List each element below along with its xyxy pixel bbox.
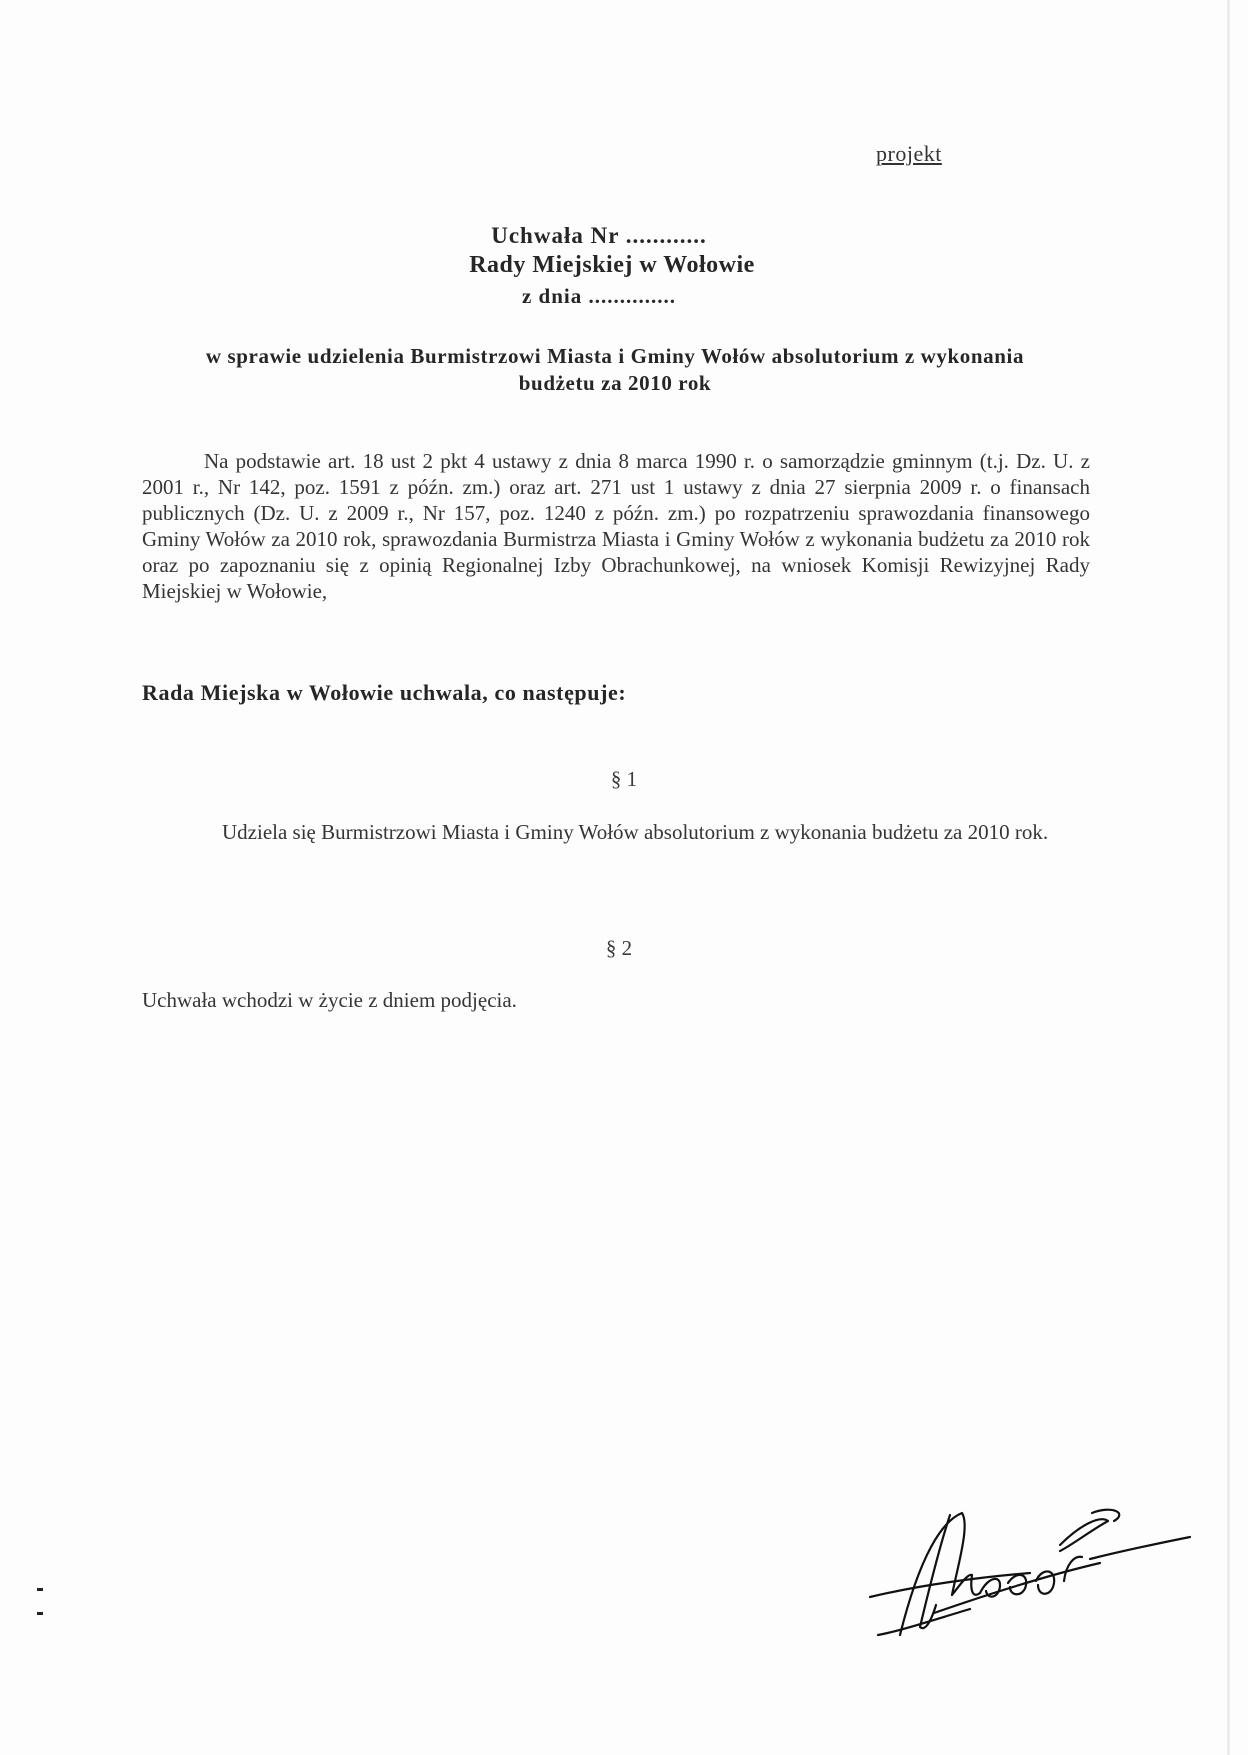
resolution-subject bbox=[140, 343, 1090, 397]
section-1-text: Udziela się Burmistrzowi Miasta i Gminy Wołów absolutorium z wykonania budżetu za 2010 rok. bbox=[222, 820, 1049, 844]
resolution-date: z dnia .............. bbox=[521, 284, 676, 308]
binding-mark bbox=[37, 1588, 43, 1591]
resolves-clause: Rada Miejska w Wołowie uchwala, co następuje: bbox=[142, 680, 627, 705]
section-2-text: Uchwała wchodzi w życie z dniem podjęcia. bbox=[142, 988, 517, 1012]
legal-basis-paragraph: Na podstawie art. 18 ust 2 pkt 4 ustawy z dnia 8 marca 1990 r. o samorządzie gminnym (t.j. Dz. U. z 2001 r., Nr 142, poz. 1591 z późn. zm.) oraz art. 271 ust 1 ustawy z dnia 27 sierpnia 2009 r. o finansach publicznych (Dz. U. z 2009 r., Nr 157, poz. 1240 z późn. zm.) po rozpatrzeniu sprawozdania finansowego Gminy Wołów za 2010 rok, sprawozdania Burmistrza Miasta i Gminy Wołów z wykonania budżetu za 2010 rok oraz po zapoznaniu się z opinią Regionalnej Izby Obrachunkowej, na wniosek Komisji Rewizyjnej Rady Miejskiej w Wołowie, bbox=[142, 449, 1090, 603]
section-1-mark: § 1 bbox=[610, 767, 638, 791]
subject-line: w sprawie udzielenia Burmistrzowi Miasta i Gminy Wołów absolutorium z wykonania bbox=[205, 344, 1025, 368]
status-label: projekt bbox=[876, 141, 942, 166]
handwritten-signature bbox=[860, 1485, 1200, 1685]
binding-mark bbox=[37, 1612, 43, 1615]
council-name: Rady Miejskiej w Wołowie bbox=[469, 252, 755, 278]
resolution-number: Uchwała Nr ............ bbox=[491, 223, 707, 248]
section-2-mark: § 2 bbox=[605, 936, 633, 960]
subject-line: budżetu za 2010 rok bbox=[518, 371, 712, 395]
